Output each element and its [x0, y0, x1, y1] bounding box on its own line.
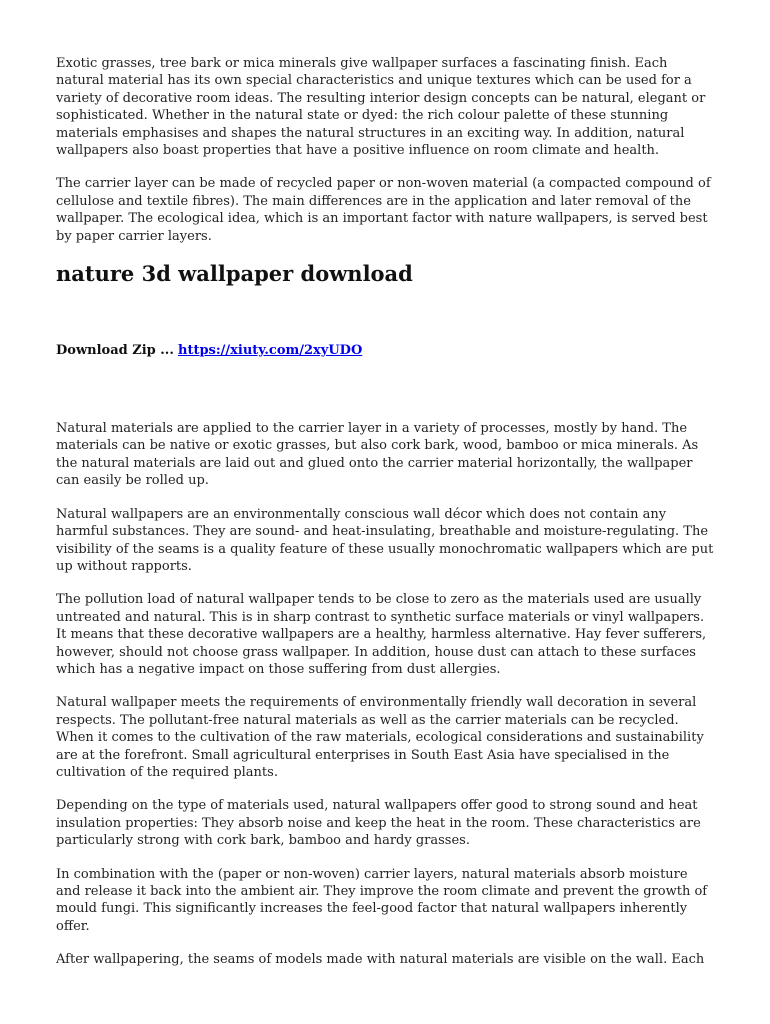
download-label: Download Zip ... [56, 343, 174, 359]
body-paragraph: The pollution load of natural wallpaper tends to be close to zero as the materials used are usually untreated and natural. This is in sharp contrast to synthetic surface materials or vinyl wallpapers. It means that these decorative wallpapers are a healthy, harmless alternative. Hay fever sufferers, however, should not choose grass wallpaper. In addition, house dust can attach to these surfaces which has a negative impact on those suffering from dust allergies. [56, 592, 707, 677]
body-paragraph: Natural wallpapers are an environmentally conscious wall décor which does not contain any harmful substances. They are sound- and heat-insulating, breathable and moisture-regulating. The visibility of the seams is a quality feature of these usually monochromatic wallpapers which are put up without rapports. [56, 506, 714, 574]
section-heading: nature 3d wallpaper download [56, 261, 413, 287]
download-link[interactable]: https://xiuty.com/2xyUDO [178, 343, 363, 359]
document-page [56, 55, 716, 985]
download-line [56, 342, 716, 359]
intro-paragraph: The carrier layer can be made of recycled paper or non-woven material (a compacted compound of cellulose and textile fibres). The main differences are in the application and later removal of the wallpaper. The ecological idea, which is an important factor with nature wallpapers, is served best by paper carrier layers. [56, 176, 711, 244]
body-paragraph: Depending on the type of materials used, natural wallpapers offer good to strong sound and heat insulation properties: They absorb noise and keep the heat in the room. These characteristics are particularly strong with cork bark, bamboo and hardy grasses. [56, 798, 701, 849]
body-paragraph: In combination with the (paper or non-woven) carrier layers, natural materials absorb moisture and release it back into the ambient air. They improve the room climate and prevent the growth of mould fungi. This significantly increases the feel-good factor that natural wallpapers inherently offer. [56, 866, 708, 934]
article-body [56, 420, 716, 969]
body-paragraph: Natural wallpaper meets the requirements of environmentally friendly wall decoration in several respects. The pollutant-free natural materials as well as the carrier materials can be recycled. When it comes to the cultivation of the raw materials, ecological considerations and sustainability are at the forefront. Small agricultural enterprises in South East Asia have specialised in the cultivation of the required plants. [56, 695, 704, 780]
body-paragraph: After wallpapering, the seams of models made with natural materials are visible on the wall. Each [56, 952, 705, 968]
intro-paragraph: Exotic grasses, tree bark or mica minerals give wallpaper surfaces a fascinating finish. Each natural material has its own special characteristics and unique textures which can be used for a variety of decorative room ideas. The resulting interior design concepts can be natural, elegant or sophisticated. Whether in the natural state or dyed: the rich colour palette of these stunning materials emphasises and shapes the natural structures in an exciting way. In addition, natural wallpapers also boast properties that have a positive influence on room climate and health. [56, 56, 706, 159]
body-paragraph: Natural materials are applied to the carrier layer in a variety of processes, mostly by hand. The materials can be native or exotic grasses, but also cork bark, wood, bamboo or mica minerals. As the natural materials are laid out and glued onto the carrier material horizontally, the wallpaper can easily be rolled up. [56, 421, 699, 489]
